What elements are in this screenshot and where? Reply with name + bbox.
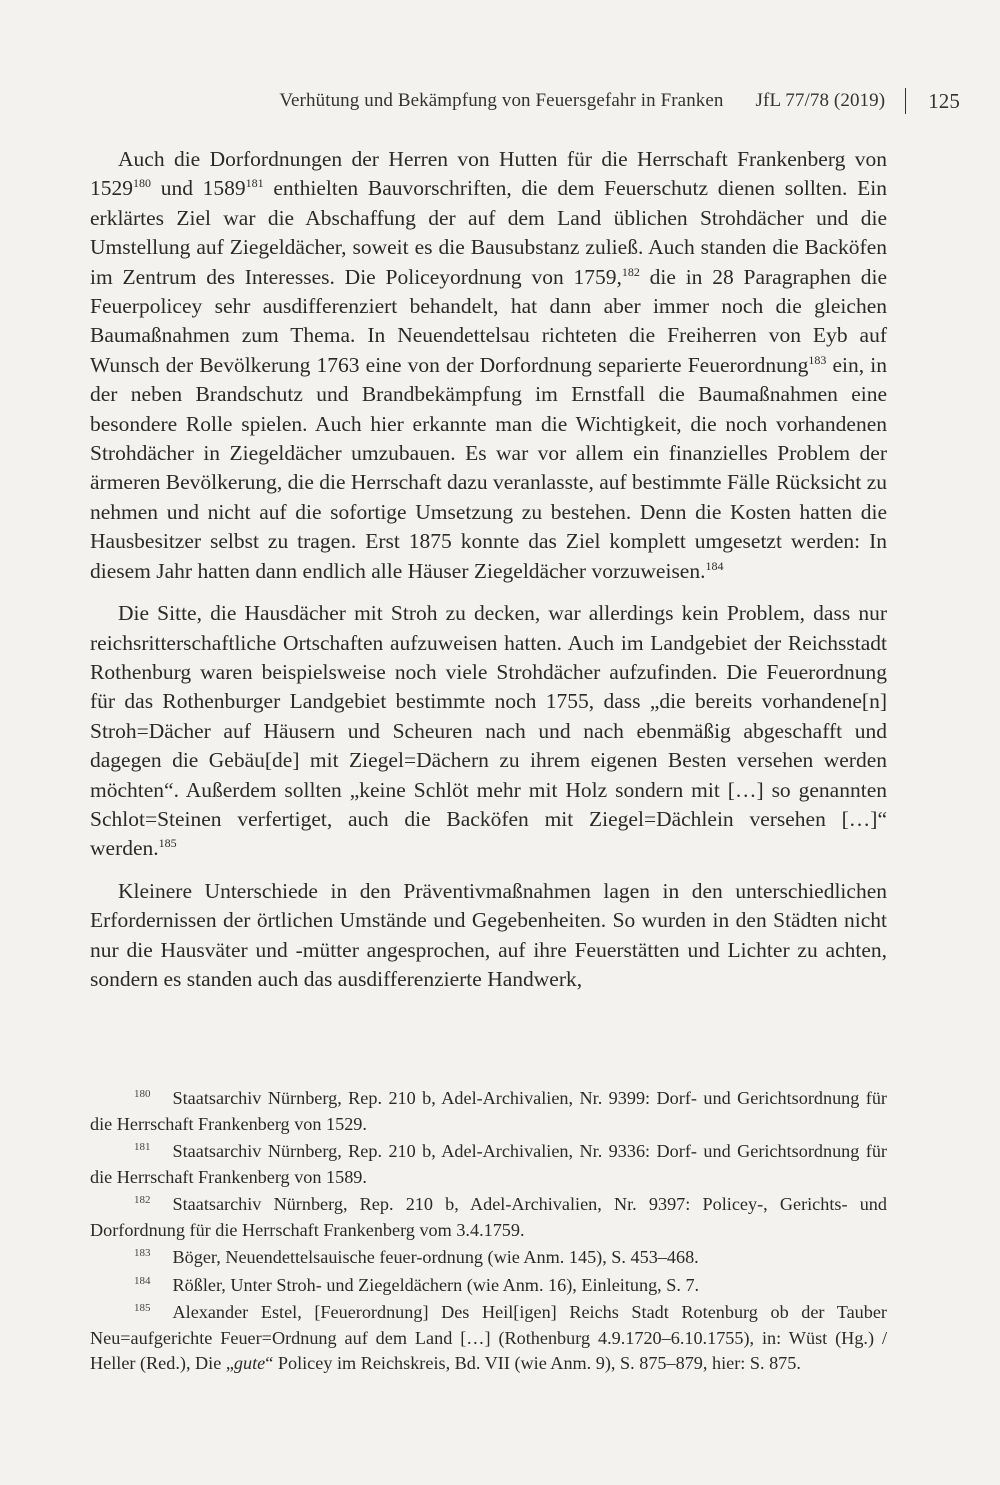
paragraph (90, 145, 887, 586)
footnote-reference: 183 (808, 352, 827, 367)
footnote (90, 1245, 887, 1271)
footnote (90, 1273, 887, 1299)
footnote-number: 182 (134, 1194, 151, 1206)
footnote-number: 185 (134, 1302, 151, 1314)
footnote (90, 1300, 887, 1377)
text-segment: enthielten Bauvorschriften, die dem Feuerschutz dienen sollten. Ein erklärtes Ziel war die Abschaffung der auf dem Land üblichen Strohdächer und die Umstellung auf Ziegeldächer, soweit es die Bausubstanz zuließ. Auch standen die Backöfen im Zentrum des Interesses. Die Policeyordnung von 1759, (90, 176, 887, 289)
text-segment: Staatsarchiv Nürnberg, Rep. 210 b, Adel-Archivalien, Nr. 9336: Dorf- und Gerichtsordnung für die Herrschaft Frankenberg von 1589. (90, 1141, 887, 1187)
text-segment: Böger, Neuendettelsauische feuer-ordnung (wie Anm. 145), S. 453–468. (172, 1247, 699, 1267)
footnote-number: 181 (134, 1141, 151, 1153)
text-segment: Die Sitte, die Hausdächer mit Stroh zu decken, war allerdings kein Problem, dass nur reichsritterschaftliche Ortschaften aufzuweisen hatten. Auch im Landgebiet der Reichsstadt Rothenburg waren beispielsweise noch viele Strohdächer aufzufinden. Die Feuerordnung für das Rothenburger Landgebiet bestimmte noch 1755, dass „die bereits vorhandene[n] Stroh=Dächer auf Häusern und Scheuren nach und nach ebenmäßig abgeschafft und dagegen die Gebäu[de] mit Ziegel=Dächern zu ihrem eigenen Besten versehen werden möchten“. Außerdem sollten „keine Schlöt mehr mit Holz sondern mit […] so genannten Schlot=Steinen verfertiget, auch die Backöfen mit Ziegel=Dächlein versehen […]“ werden. (90, 601, 887, 861)
italic-text: gute (233, 1353, 266, 1373)
footnote (90, 1086, 887, 1137)
journal-citation: JfL 77/78 (2019) (755, 90, 886, 111)
footnote-reference: 181 (245, 176, 264, 191)
running-header (279, 88, 960, 114)
text-segment: Kleinere Unterschiede in den Präventivmaßnahmen lagen in den unterschiedlichen Erfordernissen der örtlichen Umstände und Gegebenheiten. So wurden in den Städten nicht nur die Hausväter und -mütter angesprochen, auf ihre Feuerstätten und Lichter zu achten, sondern es standen auch das ausdifferenzierte Handwerk, (90, 878, 887, 991)
footnote-number: 180 (134, 1088, 151, 1100)
footnote (90, 1192, 887, 1243)
text-segment: Auch die Dorfordnungen der Herren von Hutten für die Herrschaft Frankenberg von 1529 (90, 147, 887, 201)
body-text (90, 145, 887, 1007)
text-segment: ein, in der neben Brandschutz und Brandbekämpfung im Ernstfall die Baumaßnahmen eine besondere Rolle spielen. Auch hier erkannte man die Wichtigkeit, die noch vorhandenen Strohdächer in Ziegeldächer umzubauen. Es war vor allem ein finanzielles Problem der ärmeren Bevölkerung, die die Herrschaft dazu veranlasste, auf bestimmte Fälle Rücksicht zu nehmen und nicht auf die sofortige Umsetzung zu bestehen. Denn die Kosten hatten die Hausbesitzer selbst zu tragen. Erst 1875 konnte das Ziel komplett umgesetzt werden: In diesem Jahr hatten dann endlich alle Häuser Ziegeldächer vorzuweisen. (90, 352, 888, 583)
footnotes (90, 1086, 887, 1379)
footnote-reference: 184 (705, 558, 724, 573)
running-title: Verhütung und Bekämpfung von Feuersgefahr in Franken (279, 90, 724, 111)
page-number: 125 (928, 88, 960, 113)
footnote (90, 1139, 887, 1190)
text-segment: die in 28 Paragraphen die Feuerpolicey sehr ausdifferenziert behandelt, hat dann aber immer noch die gleichen Baumaßnahmen zum Thema. In Neuendettelsau richteten die Freiherren von Eyb auf Wunsch der Bevölkerung 1763 eine von der Dorfordnung separierte Feuerordnung (90, 264, 887, 377)
text-segment: und 1589 (151, 176, 246, 201)
footnote-reference: 182 (621, 264, 640, 279)
text-segment: Staatsarchiv Nürnberg, Rep. 210 b, Adel-Archivalien, Nr. 9397: Policey-, Gerichts- und Dorfordnung für die Herrschaft Frankenberg vom 3.4.1759. (90, 1194, 887, 1240)
text-segment: Staatsarchiv Nürnberg, Rep. 210 b, Adel-Archivalien, Nr. 9399: Dorf- und Gerichtsordnung für die Herrschaft Frankenberg von 1529. (90, 1088, 887, 1134)
footnote-number: 183 (134, 1247, 151, 1259)
footnote-reference: 180 (133, 176, 151, 191)
paragraph (90, 599, 887, 864)
text-segment: Alexander Estel, [Feuerordnung] Des Heil[igen] Reichs Stadt Rotenburg ob der Tauber Neu=aufgerichte Feuer=Ordnung auf dem Land […] (Rothenburg 4.9.1720–6.10.1755), in: Wüst (Hg.) / Heller (Red.), Die „ (90, 1302, 887, 1373)
footnote-reference: 185 (158, 836, 177, 851)
footnote-number: 184 (134, 1274, 151, 1287)
text-segment: “ Policey im Reichskreis, Bd. VII (wie Anm. 9), S. 875–879, hier: S. 875. (265, 1353, 801, 1373)
text-segment: Rößler, Unter Stroh- und Ziegeldächern (wie Anm. 16), Einleitung, S. 7. (172, 1274, 700, 1295)
paragraph (90, 877, 887, 995)
header-divider (905, 88, 906, 114)
